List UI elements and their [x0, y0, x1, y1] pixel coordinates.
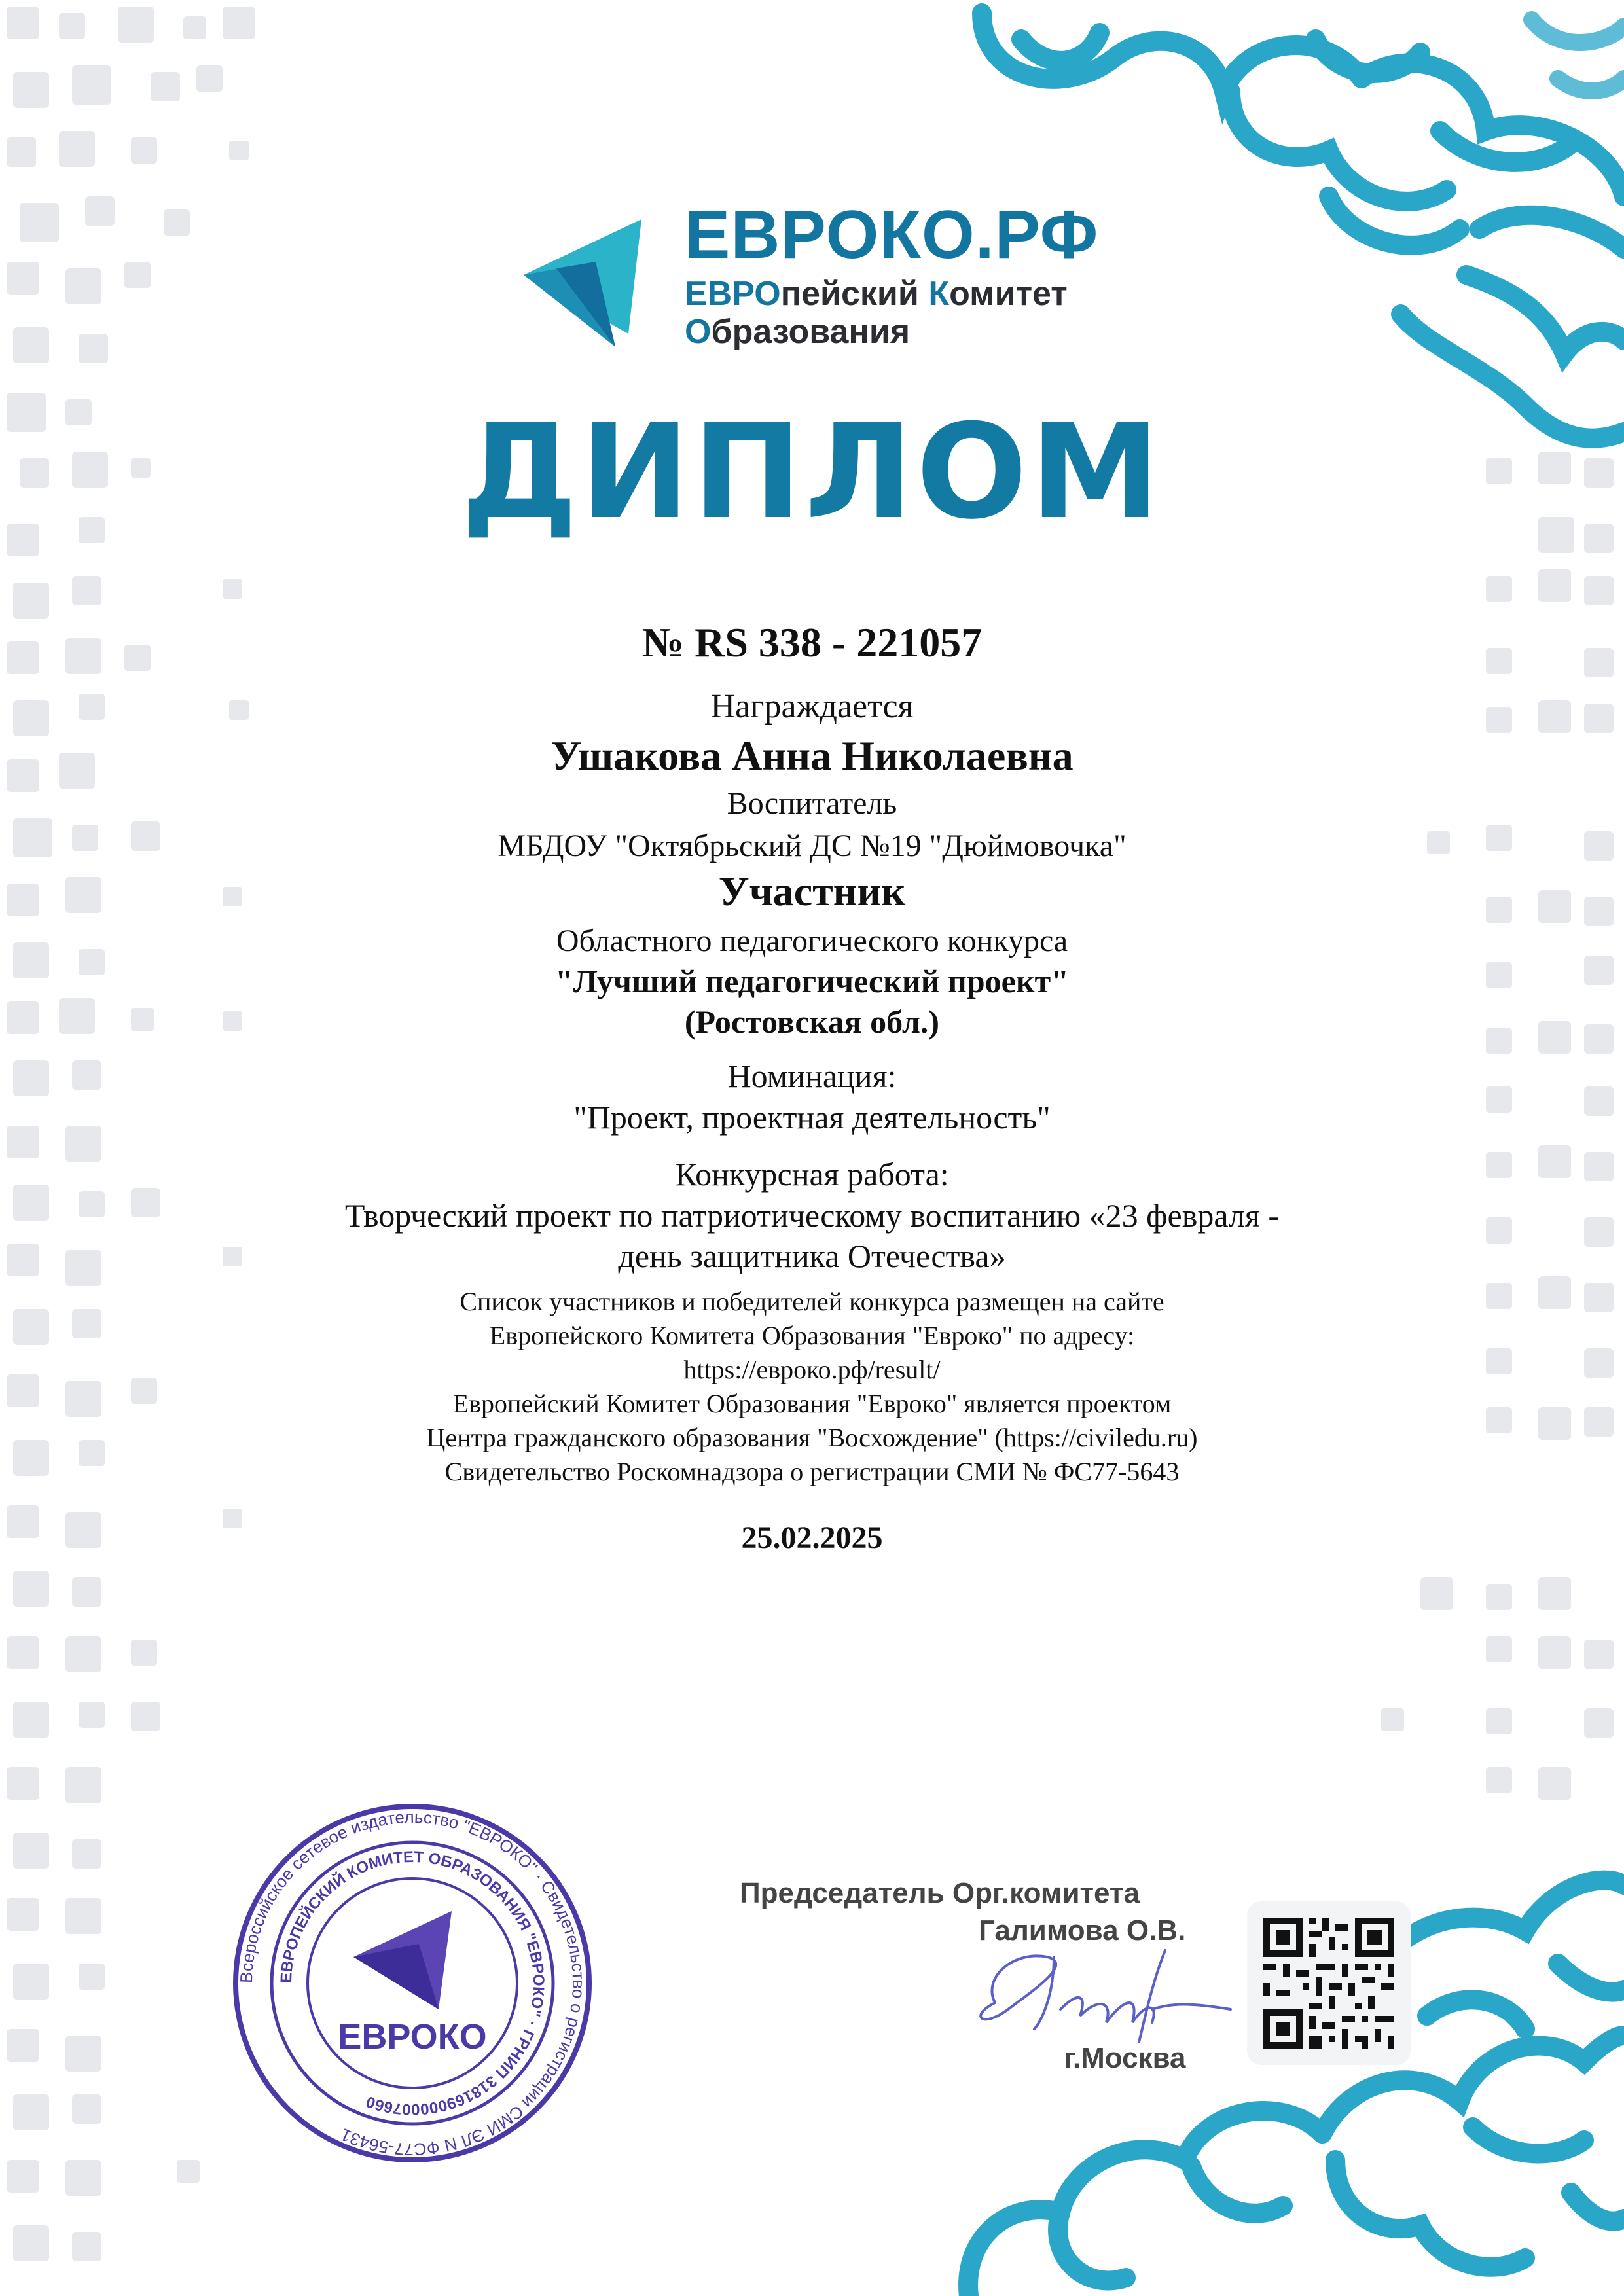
stamp-outer-text: Всероссийское сетевое издательство "ЕВРОКО" · Свидетельство о регистрации СМИ ЭЛ N ФС77-56431	[236, 1806, 589, 2160]
stamp-inner-text: ЕВРОПЕЙСКИЙ КОМИТЕТ ОБРАЗОВАНИЯ "ЕВРОКО" · ГРНИП 318169000007660	[277, 1848, 548, 2119]
nomination-label: Номинация:	[727, 1058, 897, 1094]
contest-region: (Ростовская обл.)	[684, 1003, 940, 1040]
diploma-heading: ДИПЛОМ	[461, 396, 1163, 548]
euroko-logo-icon	[517, 216, 648, 353]
signature-city: г.Москва	[1064, 2042, 1186, 2074]
work-title-line1: Творческий проект по патриотическому воспитанию «23 февраля -	[344, 1197, 1280, 1234]
issue-date: 25.02.2025	[741, 1520, 883, 1555]
logo-subtitle: ЕВРОпейский Комитет Образования	[685, 275, 1068, 351]
participation-status: Участник	[718, 868, 906, 914]
work-title-line2: день защитника Отечества»	[618, 1238, 1006, 1274]
recipient-position: Воспитатель	[727, 786, 897, 821]
info-line: Свидетельство Роскомнадзора о регистрации СМИ № ФС77-5643	[444, 1457, 1180, 1486]
signature-name: Галимова О.В.	[979, 1914, 1186, 1946]
stamp-seal	[229, 1800, 596, 2166]
signature-scribble	[956, 1931, 1244, 2062]
stamp-center-text: ЕВРОКО	[338, 2017, 487, 2056]
info-line: Список участников и победителей конкурса размещен на сайте	[460, 1287, 1164, 1316]
info-line: Европейского Комитета Образования "Евроко" по адресу:	[489, 1321, 1135, 1350]
info-link[interactable]: https://евроко.рф/result/	[683, 1355, 941, 1384]
nomination-value: "Проект, проектная деятельность"	[573, 1099, 1051, 1136]
contest-name: "Лучший педагогический проект"	[555, 963, 1069, 999]
qr-code-icon[interactable]	[1247, 1901, 1411, 2065]
logo-title: ЕВРОКО.РФ	[685, 197, 1099, 273]
work-label: Конкурсная работа:	[675, 1156, 949, 1193]
contest-level: Областного педагогического конкурса	[556, 924, 1068, 958]
recipient-organization: МБДОУ "Октябрьский ДС №19 "Дюймовочка"	[497, 829, 1127, 863]
signature-role: Председатель Орг.комитета	[740, 1877, 1140, 1909]
diploma-number: № RS 338 - 221057	[641, 619, 983, 666]
awarded-label: Награждается	[710, 688, 914, 725]
info-line: Европейский Комитет Образования "Евроко" является проектом	[452, 1389, 1172, 1418]
info-line: Центра гражданского образования "Восхождение" (https://civiledu.ru)	[426, 1423, 1198, 1452]
recipient-name: Ушакова Анна Николаевна	[550, 732, 1074, 779]
